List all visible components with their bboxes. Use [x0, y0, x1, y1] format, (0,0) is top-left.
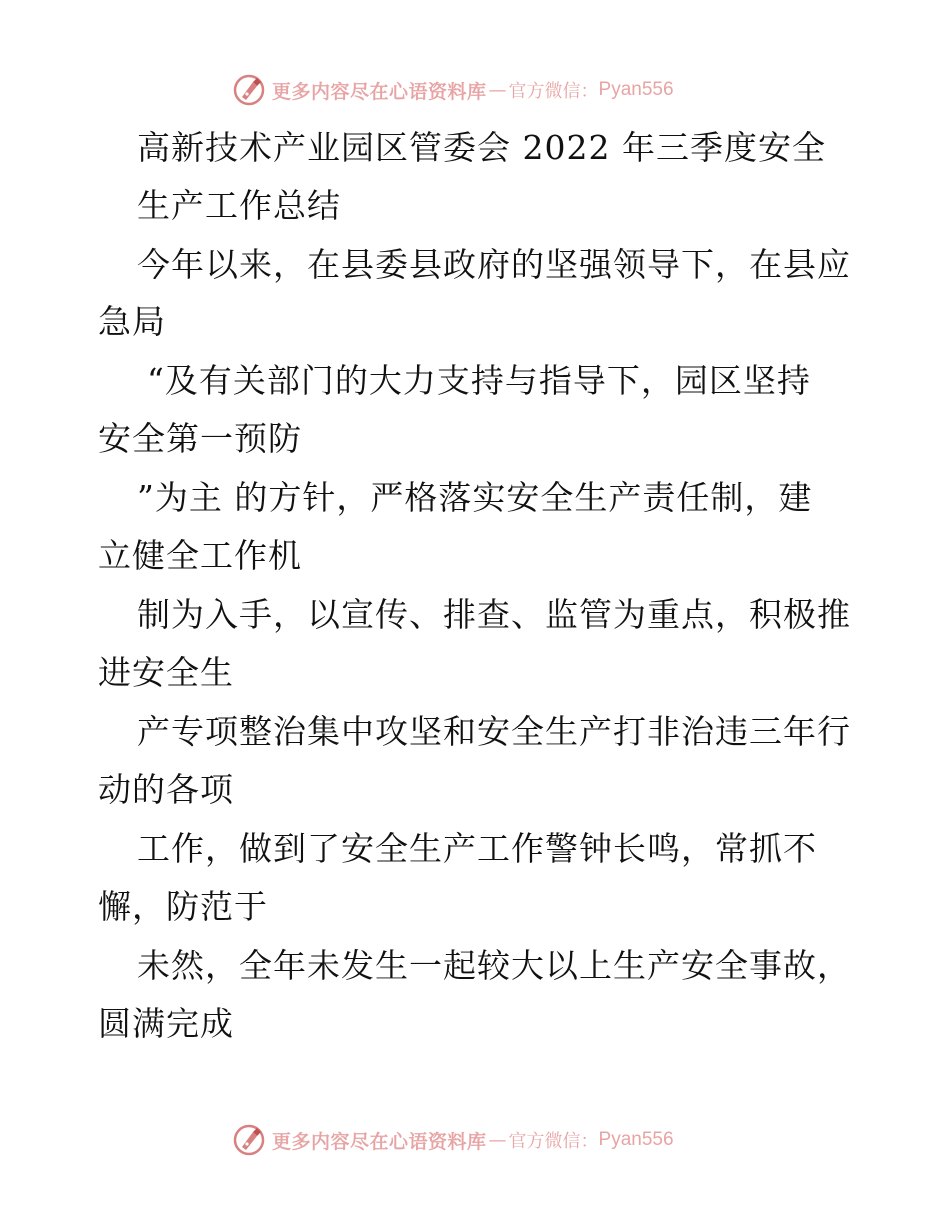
- body-line: 动的各项: [98, 770, 234, 809]
- watermark-wechat-label: 官方微信：: [508, 1131, 599, 1152]
- watermark-separator: —: [488, 79, 507, 101]
- watermark-wechat-id: Pyan556: [598, 1129, 674, 1150]
- footer-watermark: [232, 1123, 674, 1157]
- document-title-line-2: 生产工作总结: [137, 186, 341, 225]
- watermark-separator: —: [488, 1129, 507, 1151]
- body-line: 立健全工作机: [98, 536, 302, 575]
- watermark-text: 更多内容尽在心语资料库: [272, 1130, 487, 1153]
- body-line: 懈，防范于: [98, 887, 268, 926]
- document-title-line-1: 高新技术产业园区管委会 2022 年三季度安全: [137, 128, 826, 167]
- body-line: ”为主 的方针，严格落实安全生产责任制，建: [137, 478, 813, 517]
- body-line: 圆满完成: [98, 1004, 234, 1043]
- watermark-text: 更多内容尽在心语资料库: [272, 80, 487, 103]
- body-line: 制为入手，以宣传、排查、监管为重点，积极推: [137, 595, 851, 634]
- body-line: 未然，全年未发生一起较大以上生产安全事故，: [137, 946, 851, 985]
- body-line: 急局: [98, 302, 166, 341]
- watermark-wechat-label: 官方微信：: [508, 81, 599, 102]
- body-line: 安全第一预防: [98, 419, 302, 458]
- body-line: 今年以来，在县委县政府的坚强领导下，在县应: [137, 245, 851, 284]
- pen-nib-logo-icon: [232, 73, 266, 107]
- body-line: “及有关部门的大力支持与指导下，园区坚持: [147, 361, 811, 400]
- body-line: 产专项整治集中攻坚和安全生产打非治违三年行: [137, 712, 851, 751]
- pen-nib-logo-icon: [232, 1123, 266, 1157]
- body-line: 工作，做到了安全生产工作警钟长鸣，常抓不: [137, 829, 817, 868]
- watermark-wechat-id: Pyan556: [598, 79, 674, 100]
- body-line: 进安全生: [98, 653, 234, 692]
- header-watermark: [232, 73, 674, 107]
